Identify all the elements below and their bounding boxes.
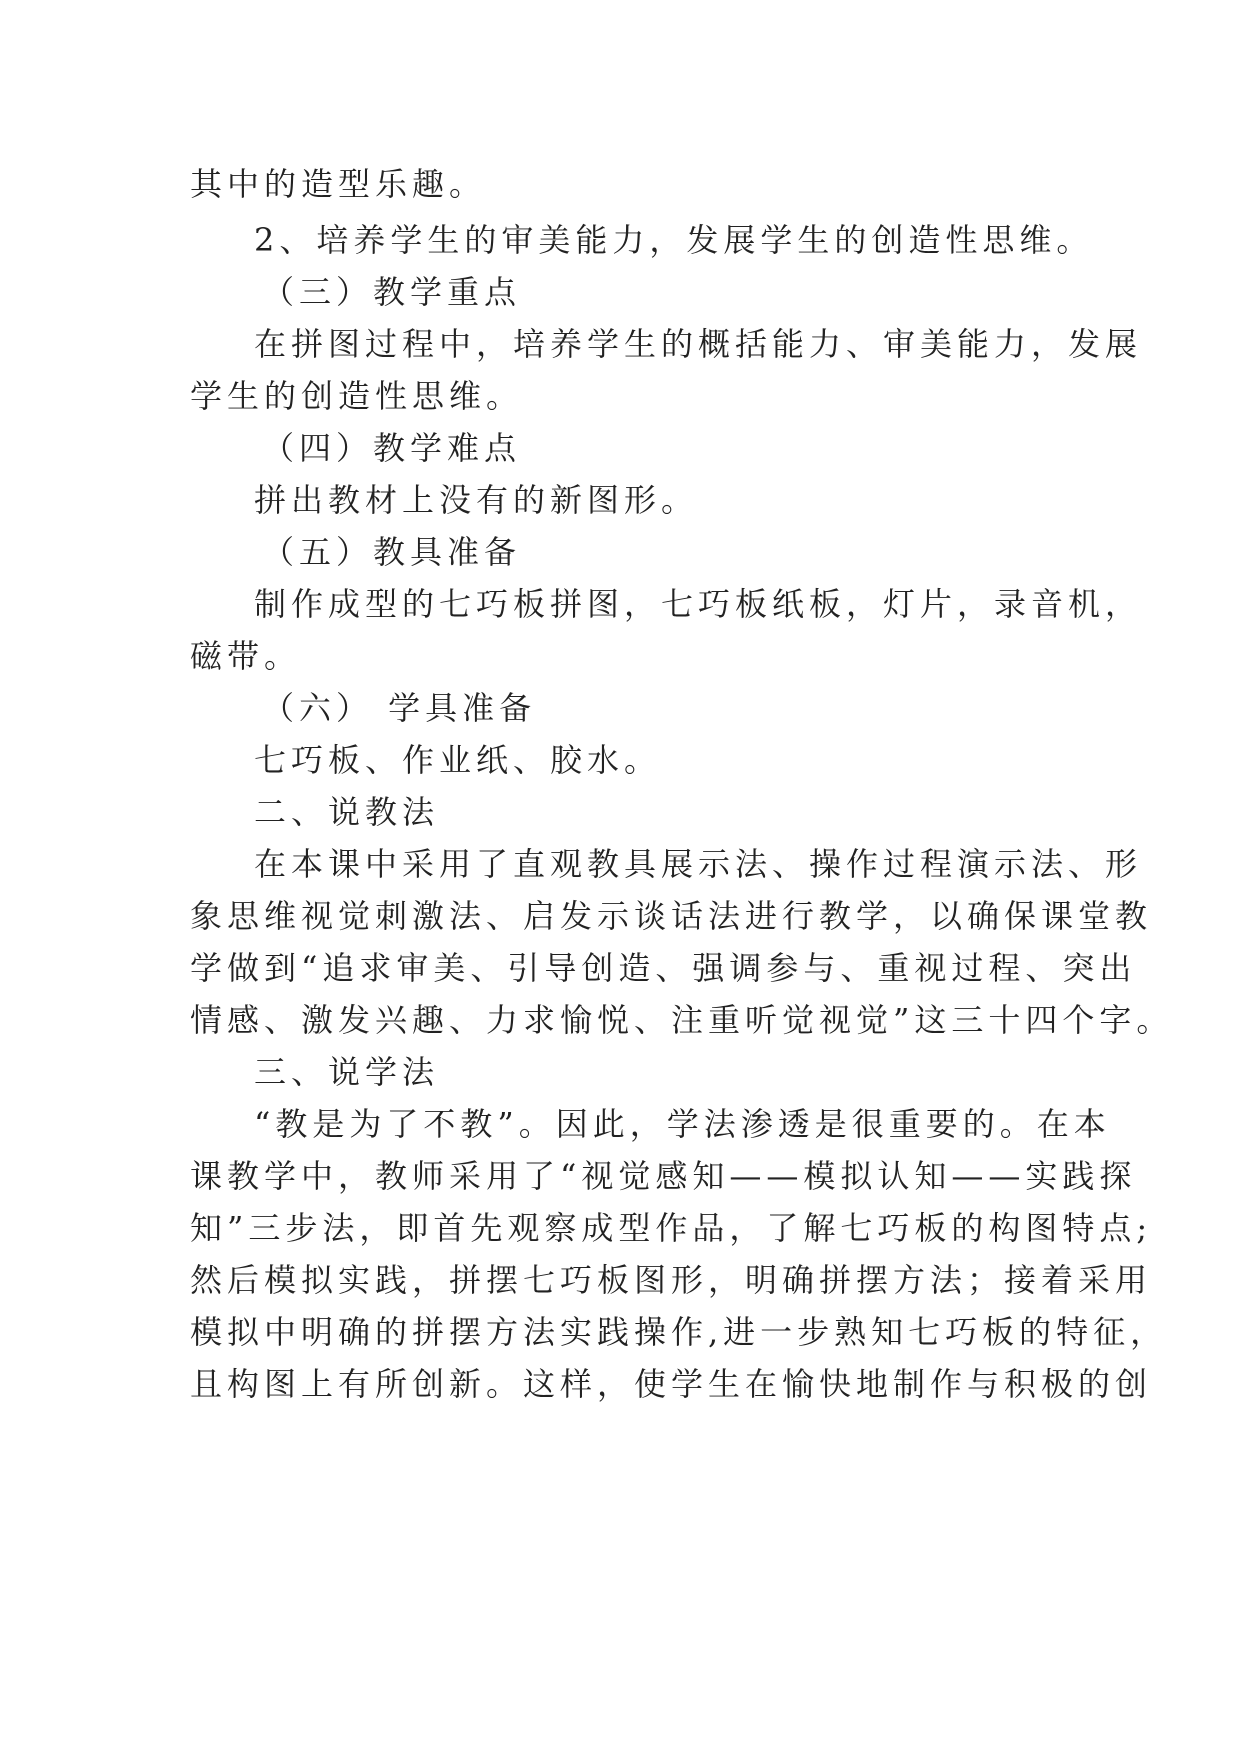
objective-item: 2、培养学生的审美能力，发展学生的创造性思维。 <box>254 221 1094 259</box>
paragraph-line: 学做到“追求审美、引导创造、强调参与、重视过程、突出 <box>190 949 1137 987</box>
section-heading: 三、说学法 <box>254 1053 440 1091</box>
paragraph-line: 在拼图过程中，培养学生的概括能力、审美能力，发展 <box>254 325 1143 363</box>
paragraph-line: 制作成型的七巧板拼图，七巧板纸板，灯片，录音机， <box>254 585 1143 623</box>
paragraph-line: 学生的创造性思维。 <box>190 377 524 415</box>
section-heading: （六） 学具准备 <box>262 689 537 727</box>
paragraph-line: “教是为了不教”。因此，学法渗透是很重要的。在本 <box>254 1105 1111 1143</box>
paragraph-line: 七巧板、作业纸、胶水。 <box>254 741 662 779</box>
paragraph-line: 模拟中明确的拼摆方法实践操作,进一步熟知七巧板的特征， <box>190 1313 1168 1351</box>
section-heading: 二、说教法 <box>254 793 440 831</box>
paragraph-line: 磁带。 <box>190 637 302 675</box>
section-heading: （五）教具准备 <box>262 533 522 571</box>
paragraph-line: 拼出教材上没有的新图形。 <box>254 481 699 519</box>
paragraph-line: 且构图上有所创新。这样，使学生在愉快地制作与积极的创 <box>190 1365 1153 1403</box>
paragraph-line: 然后模拟实践，拼摆七巧板图形，明确拼摆方法；接着采用 <box>190 1261 1153 1299</box>
paragraph-line: 象思维视觉刺激法、启发示谈话法进行教学，以确保课堂教 <box>190 897 1153 935</box>
paragraph-line: 其中的造型乐趣。 <box>190 165 487 203</box>
section-heading: （四）教学难点 <box>262 429 522 467</box>
section-heading: （三）教学重点 <box>262 273 522 311</box>
paragraph-line: 课教学中，教师采用了“视觉感知——模拟认知——实践探 <box>190 1157 1137 1195</box>
paragraph-line: 知”三步法，即首先观察成型作品，了解七巧板的构图特点; <box>190 1209 1153 1247</box>
paragraph-line: 情感、激发兴趣、力求愉悦、注重听觉视觉”这三十四个字。 <box>190 1001 1174 1039</box>
paragraph-line: 在本课中采用了直观教具展示法、操作过程演示法、形 <box>254 845 1143 883</box>
